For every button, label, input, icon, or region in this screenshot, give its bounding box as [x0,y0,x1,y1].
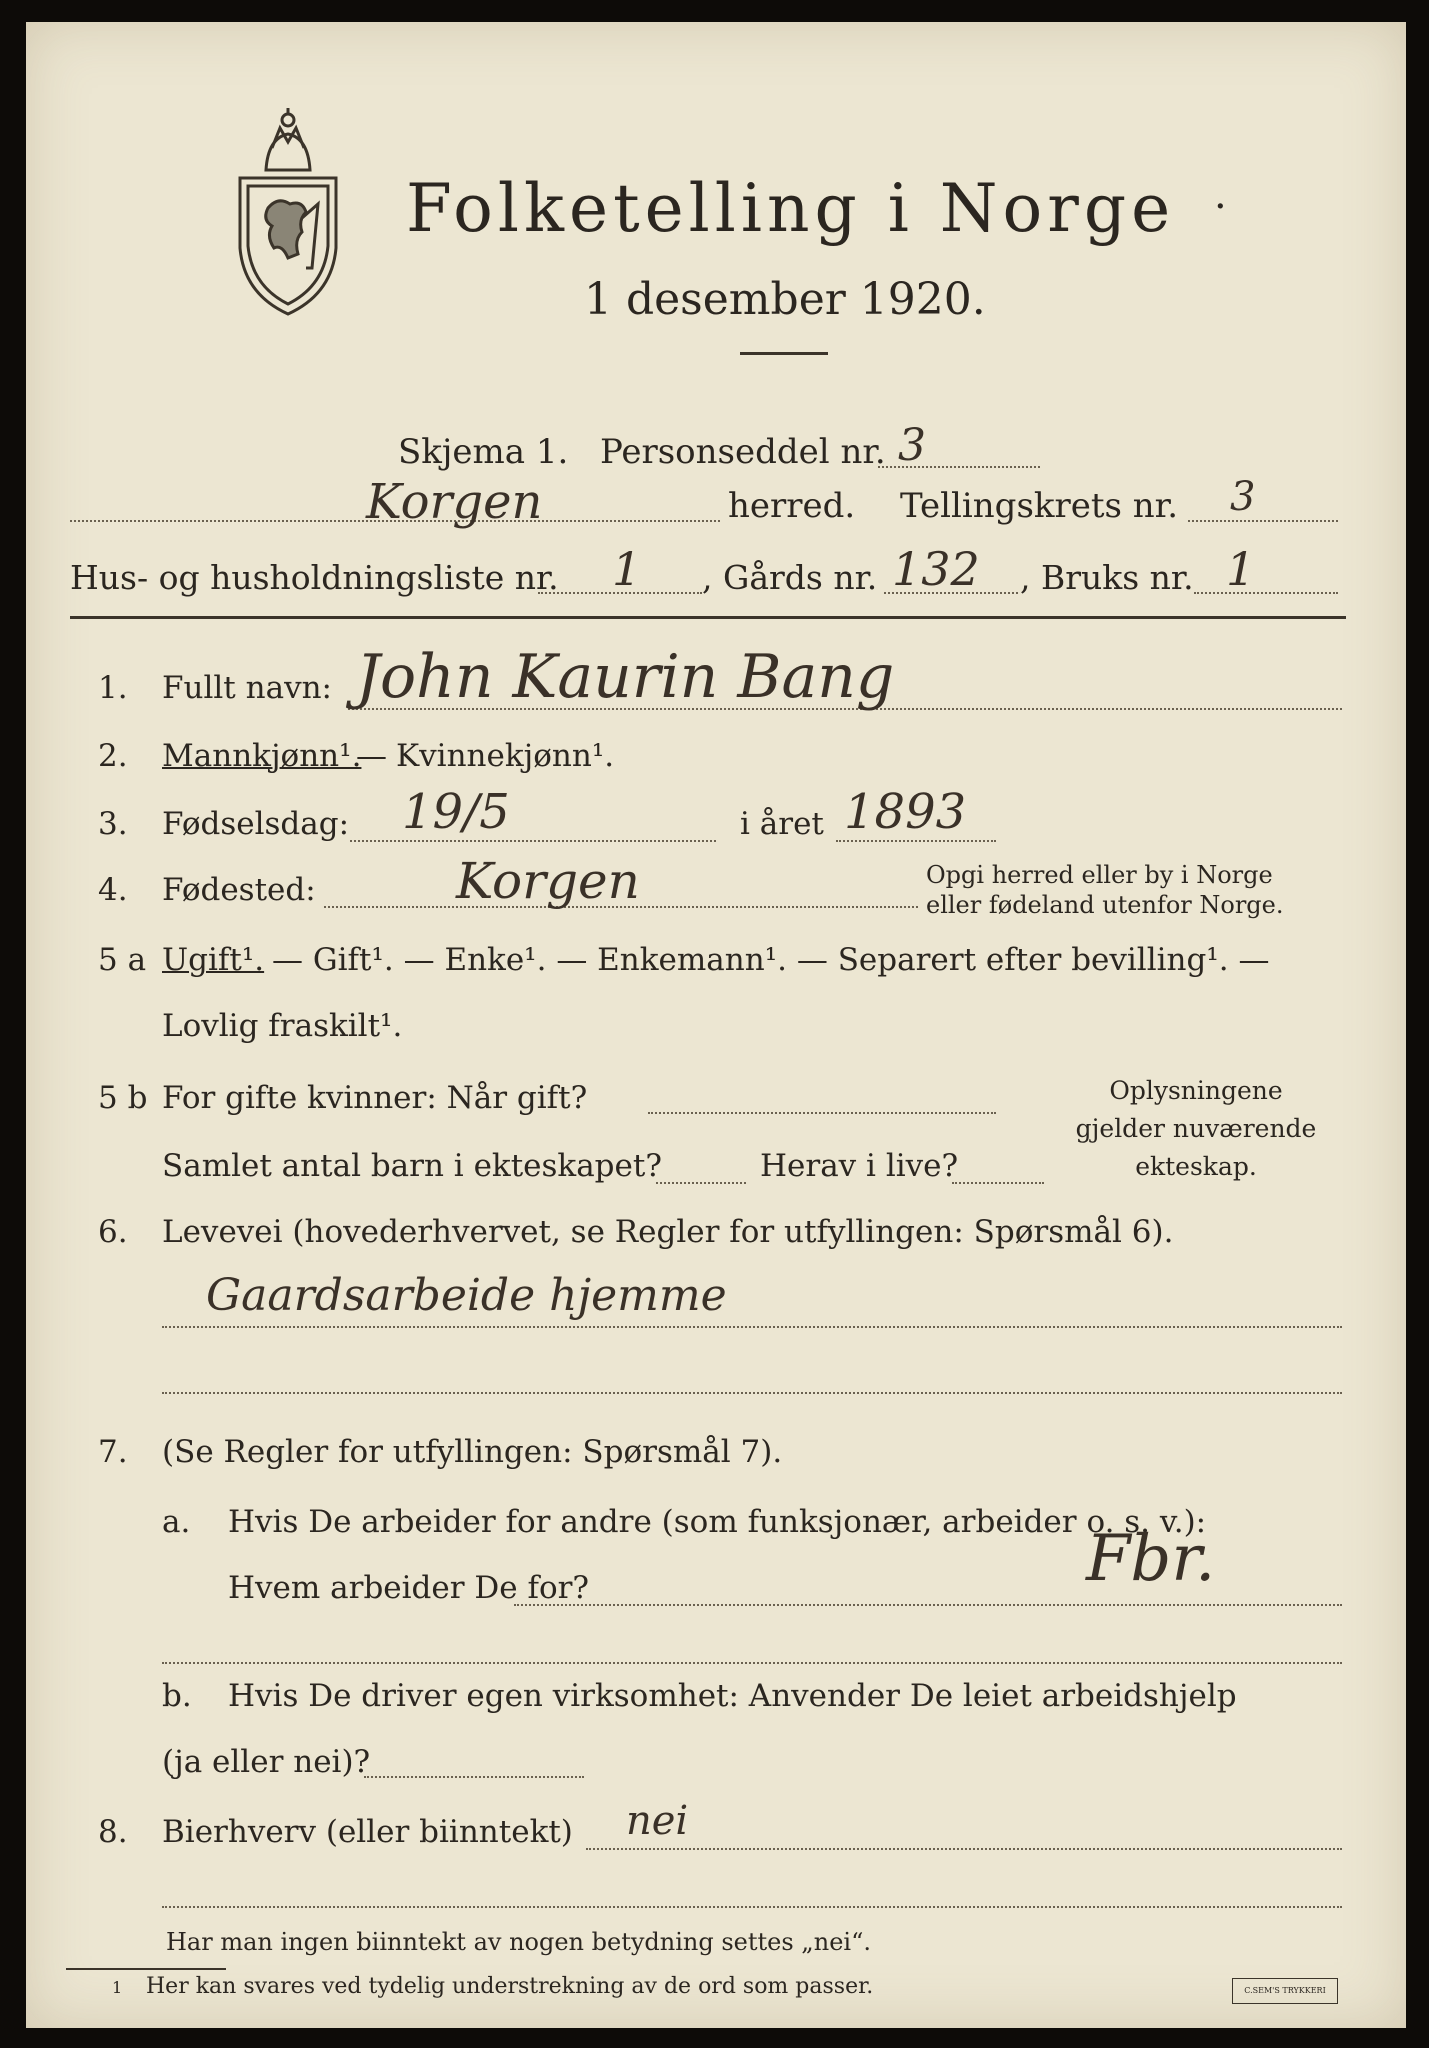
q7-label: (Se Regler for utfyllingen: Spørsmål 7). [162,1434,783,1470]
q7a-letter: a. [162,1504,191,1540]
q7b-line1: Hvis De driver egen virksomhet: Anvender De leiet arbeidshjelp [228,1678,1237,1714]
birthplace-note-line1: Opgi herred eller by i Norge [926,861,1273,889]
q7-number: 7. [98,1434,128,1470]
q3-label: Fødselsdag: [162,806,350,842]
female-option[interactable]: Kvinnekjønn¹. [396,738,615,774]
footnote-marker: 1 [112,1978,123,1997]
gards-label: , Gårds nr. [702,558,878,597]
personseddel-label: Personseddel nr. [600,432,886,472]
footnote-text: Her kan svares ved tydelig understrekning av de ord som passer. [146,1974,874,1999]
gards-value[interactable]: 132 [892,542,980,596]
q4-label: Fødested: [162,872,316,908]
marriage-note [1066,1072,1326,1186]
printer-stamp [1232,1978,1338,2004]
census-form-page [26,22,1406,2028]
employer-value[interactable]: Fbr. [1086,1522,1216,1596]
side-income-note: Har man ingen biinntekt av nogen betydning settes „nei“. [166,1928,871,1956]
side-income-line-2 [162,1906,1342,1908]
side-income-label: Bierhverv (eller biinntekt) [162,1814,573,1850]
personseddel-value[interactable]: 3 [898,420,926,471]
occupation-line-2 [162,1392,1342,1394]
hired-help-line[interactable] [364,1776,584,1778]
tellingskrets-label: Tellingskrets nr. [900,486,1179,526]
birthday-line [350,840,716,842]
birthplace-note-line2: eller fødeland utenfor Norge. [926,891,1284,919]
q5a-number: 5 a [98,942,147,978]
q7a-line1: Hvis De arbeider for andre (som funksjonær, arbeider o. s. v.): [228,1504,1207,1540]
section-divider [70,616,1346,619]
birthday-value[interactable]: 19/5 [402,784,510,840]
q1-label: Fullt navn: [162,670,332,706]
married-when-line[interactable] [648,1112,996,1114]
bruks-value[interactable]: 1 [1226,542,1256,596]
employer-line-2 [162,1662,1342,1664]
employer-line [514,1604,1342,1606]
q5b-number: 5 b [98,1080,148,1116]
q7a-line2: Hvem arbeider De for? [228,1570,590,1606]
unmarried-option[interactable]: Ugift¹. [162,942,265,978]
birthplace-note [926,860,1284,920]
side-income-line [586,1848,1342,1850]
sex-separator: — [356,738,387,774]
herred-label: herred. [728,486,856,526]
norwegian-coat-of-arms-icon [228,108,348,320]
children-alive-label: Herav i live? [760,1148,959,1184]
q1-number: 1. [98,670,128,706]
q2-number: 2. [98,738,128,774]
hus-value[interactable]: 1 [612,542,642,596]
q6-number: 6. [98,1214,128,1250]
birth-year-value[interactable]: 1893 [844,784,967,840]
skjema-label: Skjema 1. [398,432,569,472]
divorced-option[interactable]: Lovlig fraskilt¹. [162,1008,403,1044]
year-label: i året [740,806,824,842]
year-line [836,840,996,842]
hus-label: Hus- og husholdningsliste nr. [70,558,559,597]
tellingskrets-line [1188,520,1338,522]
q4-number: 4. [98,872,128,908]
occupation-label: Levevei (hovederhvervet, se Regler for utfyllingen: Spørsmål 6). [162,1214,1174,1250]
q8-number: 8. [98,1814,128,1850]
marital-options[interactable]: — Gift¹. — Enke¹. — Enkemann¹. — Separert efter bevilling¹. — [272,942,1270,978]
form-date: 1 desember 1920. [584,274,986,325]
married-women-label: For gifte kvinner: Når gift? [162,1080,588,1116]
title-divider [740,352,828,355]
herred-value[interactable]: Korgen [366,474,543,530]
birthplace-value[interactable]: Korgen [456,852,640,910]
q7b-letter: b. [162,1678,192,1714]
children-count-line[interactable] [656,1182,746,1184]
title-dot: · [1214,184,1227,230]
bruks-label: , Bruks nr. [1020,558,1194,597]
occupation-value[interactable]: Gaardsarbeide hjemme [206,1270,727,1321]
q7b-line2: (ja eller nei)? [162,1744,371,1780]
occupation-line-1 [162,1326,1342,1328]
marriage-note-line2: gjelder nuværende [1075,1114,1317,1143]
side-income-value[interactable]: nei [626,1798,689,1844]
marriage-note-line1: Oplysningene [1109,1076,1283,1105]
footnote-rule [66,1968,226,1970]
children-alive-line[interactable] [952,1182,1044,1184]
bruks-line [1194,592,1338,594]
male-option[interactable]: Mannkjønn¹. [162,738,362,774]
printer-stamp-text: C.SEM'S TRYKKERI [1244,1986,1326,1995]
full-name-value[interactable]: John Kaurin Bang [356,642,895,712]
tellingskrets-value[interactable]: 3 [1230,474,1256,520]
marriage-note-line3: ekteskap. [1135,1152,1257,1181]
q3-number: 3. [98,806,128,842]
form-title: Folketelling i Norge [406,170,1176,247]
children-count-label: Samlet antal barn i ekteskapet? [162,1148,662,1184]
